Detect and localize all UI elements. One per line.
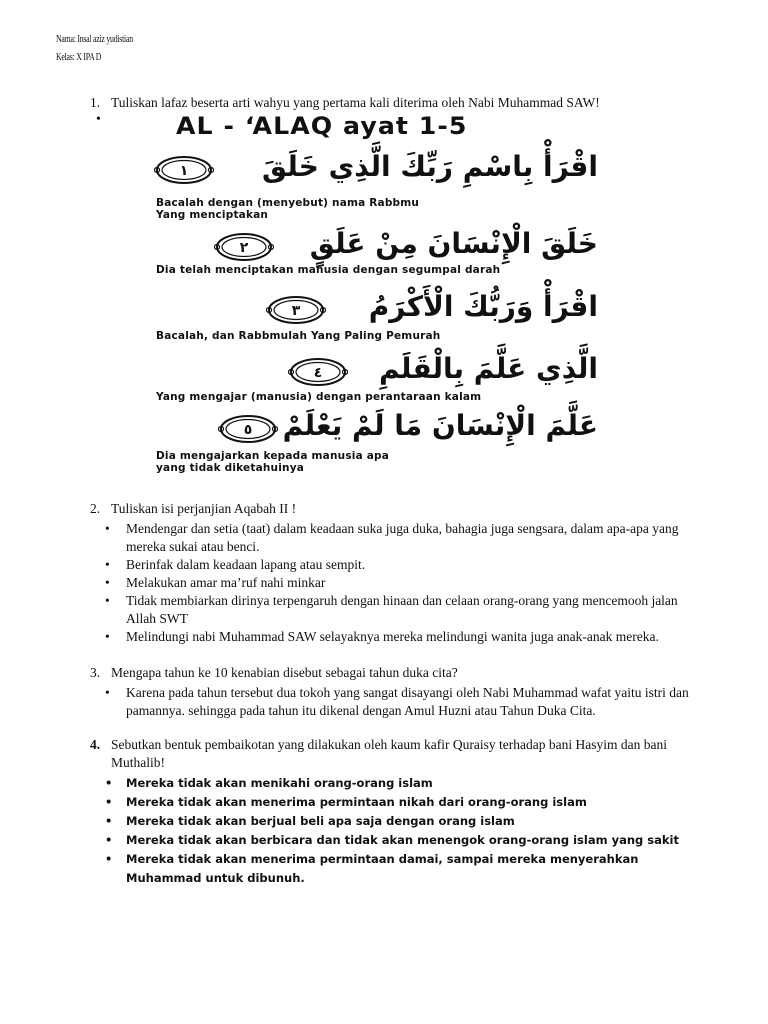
verse-numeral: ٢ [239, 240, 249, 256]
list-item: • Mereka tidak akan menikahi orang-orang islam [90, 774, 710, 793]
list-item: • Mereka tidak akan berjual beli apa saja dengan orang islam [90, 812, 710, 831]
answer-list [90, 774, 710, 888]
verse-translation: Bacalah, dan Rabbmulah Yang Paling Pemurah [156, 330, 441, 342]
question-4 [90, 736, 710, 888]
verse-translation: Dia telah menciptakan manusia dengan segumpal darah [156, 264, 501, 276]
question-number: 2. [90, 501, 101, 516]
verse-numeral: ٥ [243, 422, 253, 438]
verse-number-medallion [288, 356, 348, 388]
al-alaq-verses-figure [148, 112, 598, 477]
question-number: 4. [90, 737, 101, 752]
verse-number-medallion [218, 413, 278, 445]
question-text: Sebutkan bentuk pembaikotan yang dilakukan oleh kaum kafir Quraisy terhadap bani Hasyim dan bani Muthalib! [111, 737, 667, 770]
question-2 [90, 500, 710, 646]
answer-list [90, 684, 710, 720]
question-1 [90, 94, 710, 112]
question-number: 3. [90, 665, 101, 680]
student-class: Kelas: X IPA D [56, 52, 102, 63]
verse-number-medallion [266, 294, 326, 326]
verse-arabic: اقْرَأْ بِاسْمِ رَبِّكَ الَّذِي خَلَقَ [262, 150, 598, 183]
verse-number-medallion [214, 231, 274, 263]
question-text: Tuliskan isi perjanjian Aqabah II ! [111, 501, 297, 516]
question-number: 1. [90, 95, 101, 110]
list-item: • Melakukan amar ma’ruf nahi minkar [90, 574, 710, 592]
verse-numeral: ٤ [313, 365, 323, 381]
verse-arabic: اقْرَأْ وَرَبُّكَ الْأَكْرَمُ [368, 290, 598, 323]
list-item: • Mendengar dan setia (taat) dalam keadaan suka juga duka, bahagia juga sengsara, dalam apa-apa yang mereka sukai atau benci. [90, 520, 710, 556]
verse-numeral: ١ [179, 163, 189, 179]
question-3 [90, 664, 710, 720]
verse-translation: Dia mengajarkan kepada manusia apa yang tidak diketahuinya [156, 450, 389, 474]
list-item: • Tidak membiarkan dirinya terpengaruh dengan hinaan dan celaan orang-orang yang mencemooh jalan Allah SWT [90, 592, 710, 628]
answer-list [90, 520, 710, 646]
list-item: • Mereka tidak akan berbicara dan tidak akan menengok orang-orang islam yang sakit [90, 831, 710, 850]
verse-numeral: ٣ [291, 303, 301, 319]
verse-arabic: عَلَّمَ الْإِنْسَانَ مَا لَمْ يَعْلَمْ [282, 409, 598, 442]
question-text: Tuliskan lafaz beserta arti wahyu yang pertama kali diterima oleh Nabi Muhammad SAW! [111, 95, 600, 110]
list-item: • Melindungi nabi Muhammad SAW selayaknya mereka melindungi wanita juga anak-anak mereka. [90, 628, 710, 646]
question-text: Mengapa tahun ke 10 kenabian disebut sebagai tahun duka cita? [111, 665, 458, 680]
verse-translation: Bacalah dengan (menyebut) nama Rabbmu Yang menciptakan [156, 197, 420, 221]
list-item: • Mereka tidak akan menerima permintaan damai, sampai mereka menyerahkan Muhammad untuk dibunuh. [90, 850, 710, 888]
verse-arabic: خَلَقَ الْإِنْسَانَ مِنْ عَلَقٍ [309, 227, 598, 260]
student-name: Nama: Insal aziz yudistian [56, 34, 133, 45]
verse-arabic: الَّذِي عَلَّمَ بِالْقَلَمِ [378, 352, 598, 385]
verse-translation: Yang mengajar (manusia) dengan perantaraan kalam [156, 391, 482, 403]
list-item: • Mereka tidak akan menerima permintaan nikah dari orang-orang islam [90, 793, 710, 812]
figure-title: AL - ‘ALAQ ayat 1-5 [176, 112, 468, 140]
bullet-marker: • [96, 112, 101, 127]
list-item: • Berinfak dalam keadaan lapang atau sempit. [90, 556, 710, 574]
list-item: • Karena pada tahun tersebut dua tokoh yang sangat disayangi oleh Nabi Muhammad wafat yaitu istri dan pamannya. sehingga pada tahun itu dikenal dengan Amul Huzni atau Tahun Duka Cita. [90, 684, 710, 720]
verse-number-medallion [154, 154, 214, 186]
